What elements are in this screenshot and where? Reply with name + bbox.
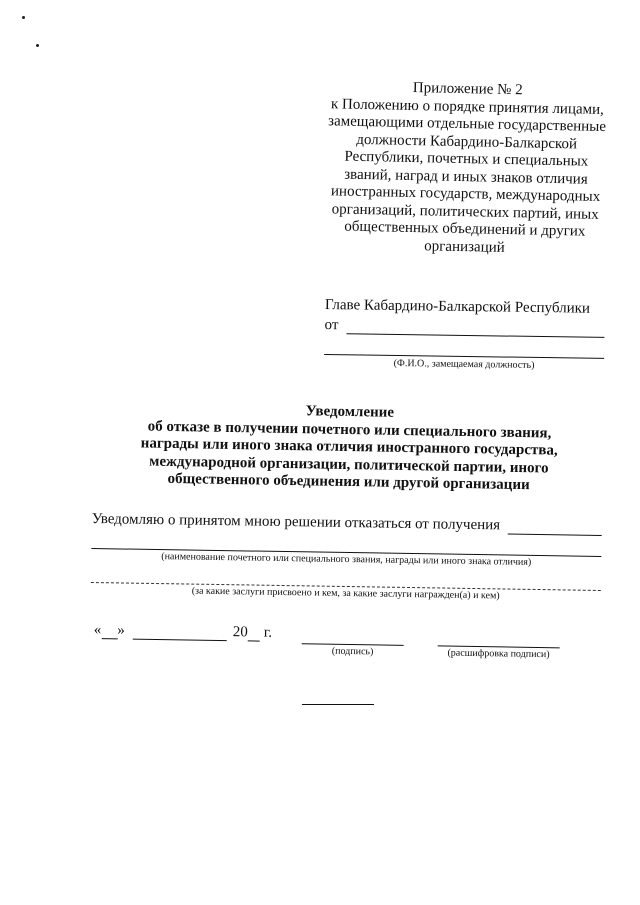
appendix-line: званий, наград и иных знаков отличия [344,166,588,188]
appendix-header [314,78,618,259]
award-caption: (наименование почетного или специального звания, награды или иного знака отличия) [161,551,532,568]
footer-divider [302,704,374,705]
appendix-line: замещающими отдельные государственные [327,113,607,136]
award-field-start[interactable] [508,520,602,536]
notice-body-text: Уведомляю о принятом мною решении отказаться от получения [91,510,501,534]
quote-close: » [117,622,125,639]
year-suffix: г. [263,624,273,641]
signature-caption: (подпись) [331,645,374,658]
notice-subtitle-line: награды или иного знака отличия иностранного государства, [140,435,558,459]
scan-speck [36,44,39,47]
notice-subtitle-line: международной организации, политической партии, иного [149,453,549,476]
from-label: от [324,316,339,334]
year-field[interactable] [248,626,260,641]
quote-open: « [93,622,102,639]
from-position-field[interactable] [324,336,604,359]
appendix-line: к Положению о порядке принятия лицами, [330,95,605,118]
appendix-line: должности Кабардино-Балкарской [356,131,578,152]
decoding-caption: (расшифровка подписи) [447,647,550,661]
notice-body [91,510,602,604]
day-field[interactable] [101,624,117,639]
appendix-line: организаций, политических партий, иных [331,200,599,223]
appendix-number: Приложение № 2 [412,79,523,99]
appendix-line: общественных объединений и других [344,218,586,240]
appendix-line: Республики, почетных и специальных [344,148,589,170]
appendix-line: иностранных государств, международных [330,183,601,205]
from-name-field[interactable] [346,319,604,338]
notice-subtitle-line: об отказе в получении почетного или специального звания, [147,417,552,442]
notice-subtitle-line: общественного объединения или другой организации [167,470,530,494]
year-prefix: 20 [232,624,248,641]
notice-body-row [92,510,602,536]
scan-speck [22,16,25,19]
signature-block [93,622,564,679]
notice-title [118,400,579,496]
date-field [94,622,272,642]
addressee-to: Главе Кабардино-Балкарской Республики [324,296,591,317]
month-field[interactable] [133,625,227,641]
addressee-block [324,296,605,373]
appendix-line: организаций [424,237,505,256]
notice-heading: Уведомление [305,403,395,421]
addressee-caption: (Ф.И.О., замещаемая должность) [393,357,535,371]
merit-caption: (за какие заслуги присвоено и кем, за какие заслуги награжден(а) и кем) [191,585,500,602]
addressee-from-row [324,316,604,338]
